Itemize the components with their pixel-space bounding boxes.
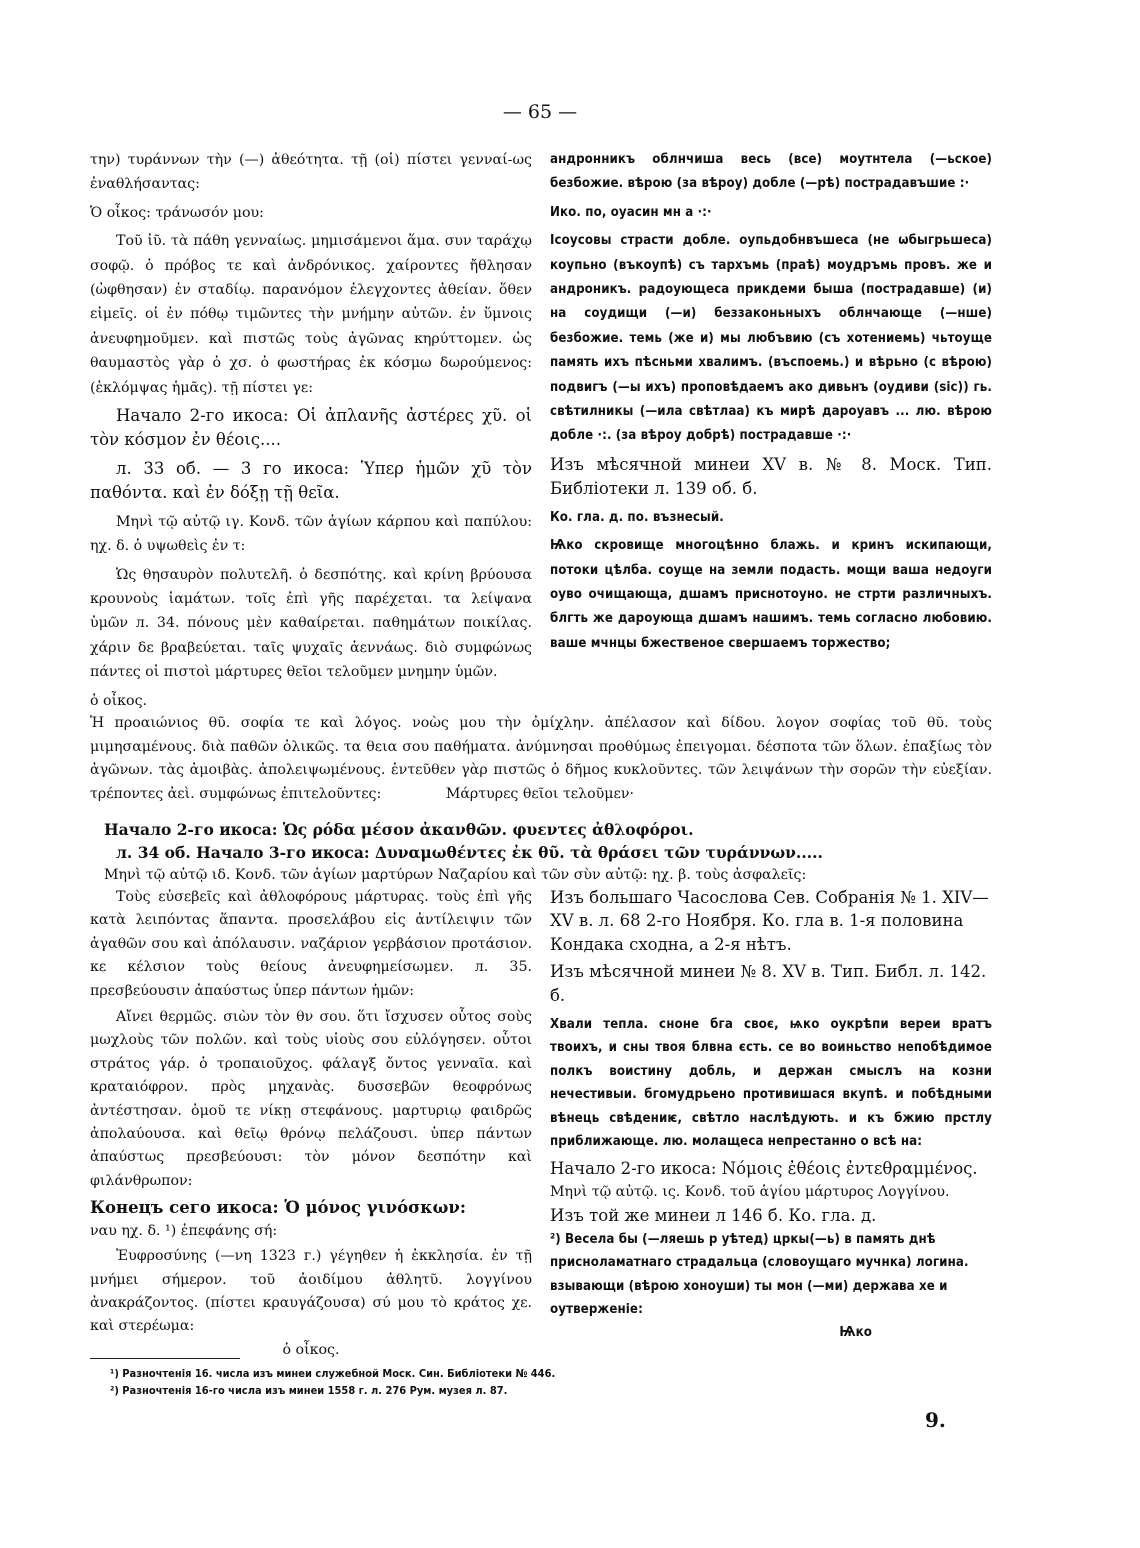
left-column-lower	[90, 886, 532, 1362]
right-ikos-heading: Ико. по, оуасин мн а ·:·	[550, 204, 712, 220]
lower-right-slavonic-2: ²) Весела бы (—ляешь р уѣтед) цркы(—ь) в память днѣ присноламатнаго страдальца (словоущаго мучнка) логина. взывающи (вѣрою хоноуши) ты мон (—ми) держава хе и оутверженіе:	[550, 1231, 969, 1317]
lower-right-end: Ѩко	[839, 1325, 872, 1341]
mid-line-3: Μηνὶ τῷ αὐτῷ ιδ. Κονδ. τῶν ἁγίων μαρτύρων Ναζαρίου καὶ τῶν σὺν αὐτῷ: ηχ. β. τοὺς ἀσφαλεῖς:	[104, 867, 807, 883]
right-paragraph-3: Ѩко скровище многоцѣнно блажь. и кринъ искипающи, потоки цѣлба. соуще на земли подасть. мощи ваша недоуги оуво очищающа, дшамъ приснотоуно. не стрти различныхъ. блгть же дароующа дшамъ нашимъ. темь согласно любовию. ваше мчнцы бжественое свершаемъ торжество;	[550, 538, 992, 651]
lower-right-source-2: Изъ мѣсячной минеи № 8. XV в. Тип. Библ. л. 142. б.	[550, 962, 987, 1005]
wide-text-end: Μάρτυρες θεῖοι τελοῦμεν·	[445, 785, 635, 802]
right-paragraph-1: андронникъ облнчиша весь (все) моутнтела (—ьское) безбожие. вѣрою (за вѣроу) добле (—рѣ) пострадавъшие :·	[550, 152, 992, 192]
mid-lines	[104, 818, 992, 887]
footnote-rule	[90, 1358, 240, 1359]
footnotes	[110, 1365, 810, 1399]
mid-line-1: Начало 2-го икоса: Ὡς ρόδα μέσον ἀκανθῶν. φυεντες ἀθλοφόροι.	[104, 820, 694, 839]
wide-paragraph	[90, 712, 992, 806]
mid-line-2: л. 34 об. Начало 3-го икоса: Δυναμωθέντες ἐκ θῦ. τὰ θράσει τῶν τυράννων.....	[116, 843, 823, 862]
right-column	[550, 148, 992, 660]
footnote-2: ²) Разночтенія 16-го числа изъ минеи 1558 г. л. 276 Рум. музея л. 87.	[110, 1384, 508, 1397]
right-paragraph-2: Ісоусовы страсти добле. оупьдобнвъшеса (не ѡбыгрьшеса) коупьно (въкоупѣ) съ тархъмь (праѣ) моудръмь провъ. же и андроникъ. радоующеса прикдеми быша (пострадавше) (и) на соудищи (—и) беззаконьныхъ облнчающе (—нше) безбожие. темь (же и) мы любъвию (съ хотениемь) чьтоуще память ихъ пѣсньми хвалимъ. (въспоемь.) и вѣрьно (с вѣрою) подвигъ (—ы ихъ) проповѣдаемъ ако дивьнъ (оудиви (sic)) гь. свѣтилникы (—ила свѣтлаа) къ мирѣ дароуавъ ... лю. вѣрою добле ·:. (за вѣроу добрѣ) пострадавше ·:·	[550, 233, 992, 444]
left-oikos-heading: Ὁ οἶκος: τράνωσόν μου:	[90, 204, 264, 221]
wide-text: Ἡ προαιώνιος θῦ. σοφία τε καὶ λόγος. νοὼς μου τὴν ὀμίχλην. ἀπέλασον καὶ δίδου. λογον σοφίας τοῦ θῦ. τοὺς μιμησαμένους. διὰ παθῶν ὁλικῶς. τα θεια σου παθήματα. ἀνύμνησαι προθύμως ἐπειγομαι. δέσποτα τῶν ὅλων. ἐπαξίως τὸν ἀγῶνων. τὰς ἀμοιβὰς. ἀπολειψωμένους. ἐντεῦθεν γὰρ πιστῶς ὁ δῆμος κυκλοῦντες. τῶν λειψάνων τὴν σορῶν τὴν εὐεξίαν. τρέποντες ἀεὶ. συμφώνως ἐπιτελοῦντες:	[90, 715, 992, 802]
right-kondak-heading: Ко. гла. д. по. възнесый.	[550, 509, 724, 525]
lower-left-echos: ναυ ηχ. δ. ¹) ἐπεφάνης σή:	[90, 1222, 278, 1239]
page-number: — 65 —	[502, 101, 578, 123]
left-paragraph-1: την) τυράννων τὴν (—) ἀθεότητα. τῇ (οἱ) πίστει γενναί-ως ἐναθλήσαντας:	[90, 152, 532, 193]
footnote-1: ¹) Разночтенія 16. числа изъ минеи служебной Моск. Син. Библіотеки № 446.	[110, 1367, 556, 1380]
left-paragraph-2: Τοῦ ἰῦ. τὰ πάθη γενναίως. μημισάμενοι ἅμα. συν ταράχῳ σοφῷ. ὁ πρόβος τε καὶ ἀνδρόνικος. χαίροντες ἤθλησαν (ὠφθησαν) ἐν σταδίῳ. παρανόμον ἐλεγχοντες ἀθείαν. ὅθεν εἰμεῖς. οἱ ἐν πόθῳ τιμῶντες τὴν μνήμην αὐτῶν. ἐν ὕμνοις ἀνευφημοῦμεν. καὶ πιστῶς τοὺς ἀγῶνας κηρύττομεν. ὡς θαυμαστὸς γὰρ ὁ χσ. ὁ φωστήρας ἐκ κόσμω δωρούμενος: (ἐκλόμψας ἡμᾶς). τῇ πίστει γε:	[90, 233, 532, 396]
lower-left-paragraph-3: Ἐυφροσύνης (—νη 1323 г.) γέγηθεν ἡ ἐκκλησία. ἐν τῇ μνήμει σήμερον. τοῦ ἀοιδίμου ἀθλητῦ. λογγίνου ἀνακράζοντος. (πίστει κραυγάζουσα) σύ μου τὸ κράτος χε. καὶ στερέωμα:	[90, 1248, 532, 1335]
left-ikos-3: л. 33 об. — 3 го икоса: Ὑπερ ἡμῶν χῦ τὸν παθόντα. καὶ ἐν δόξῃ τῇ θεῖα.	[90, 458, 532, 503]
left-ikos-2: Начало 2-го икоса: Οἱ ἀπλανῆς ἀστέρες χῦ. οἱ τὸν κόσμον ἐν θέοις....	[90, 406, 532, 450]
lower-right-source-1: Изъ большаго Часослова Сев. Собранія № 1. XIV—XV в. л. 68 2-го Ноября. Ко. гла в. 1-я половина Кондака сходна, а 2-я нѣтъ.	[550, 888, 989, 954]
lower-right-kondak: Μηνὶ τῷ αὐτῷ. ις. Κονδ. τοῦ ἁγίου μάρτυρος Λογγίνου.	[550, 1183, 950, 1200]
left-paragraph-3: Ὡς θησαυρὸν πολυτελῆ. ὁ δεσπότης. καὶ κρίνη βρύουσα κρουνοὺς ἰαμάτων. τοῖς ἐπὶ γῆς παρέχεται. τα λείψανα ὑμῶν л. 34. πόνους μὲν καθαίρεται. παθημάτων ποικίλας. χάριν δε βραβεύεται. ταῖς ψυχαῖς ἀεννάως. διὸ συμφώνως πάντες οἱ πιστοὶ μάρτυρες θεῖοι τελοῦμεν μνημην ὑμῶν.	[90, 566, 532, 681]
right-source-1: Изъ мѣсячной минеи XV в. № 8. Моск. Тип. Библіотеки л. 139 об. б.	[550, 454, 992, 499]
lower-left-oikos: ὁ οἶκος.	[282, 1341, 340, 1358]
lower-left-paragraph-2: Αἴνει θερμῶς. σιὼν τὸν θν σου. ὅτι ἴσχυσεν οὗτος σοὺς μωχλοὺς τῶν πολῶν. καὶ τοὺς υἱοὺς σου εὐλόγησεν. οὗτοι στράτος γάρ. ὁ τροπαιοῦχος. φάλαγξ ὄντος γενναῖα. καὶ κραταιόφρον. πρὸς μηχανὰς. δυσσεβῶν θεοφρόνως ἀντέστησαν. ὁμοῦ τε νίκῃ στεφάνους. μαρτυριῳ φαιδρῶς ἀπολαύουσα. καὶ θεῖῳ θρόνῳ πελάζουσι. ὑπερ πάντων ἀπαύστως πρεσβεύουσι: τὸν μόνον δεσπότην καὶ φιλάνθρωπον:	[90, 1009, 532, 1189]
left-oikos-end: ὁ οἶκος.	[90, 692, 148, 709]
lower-right-ikos-2: Начало 2-го икоса: Νόμοις ἐθέοις ἐντεθραμμένος.	[550, 1159, 978, 1179]
lower-left-ikos-end: Конецъ сего икоса: Ὁ μόνος γινόσκων:	[90, 1198, 466, 1218]
left-column	[90, 148, 532, 717]
left-kondak-heading: Μηνὶ τῷ αὐτῷ ιγ. Κονδ. τῶν ἁγίων κάρπου καὶ παπύλου: ηχ. δ. ὁ υψωθεὶς ἐν τ:	[90, 513, 532, 555]
lower-right-source-3: Изъ той же минеи л 146 б. Ко. гла. д.	[550, 1206, 877, 1226]
right-column-lower	[550, 886, 992, 1345]
lower-right-slavonic-1: Хвали тепла. сноне бга своє, ѩко оукрѣпи вереи вратъ твоихъ, и сны твоя блвна єсть. се во воиньство непобѣдимое полкъ воистину добль, и держан смыслъ на козни нечестивыи. бгомудрьено противишася вкупѣ. и побѣдными вѣнець свѣдениѥ, свѣтло наслѣдують. и къ бжию прстлу приближающе. лю. молащеса непрестанно о всѣ на:	[550, 1017, 992, 1150]
lower-left-paragraph-1: Τοὺς εὐσεβεῖς καὶ ἀθλοφόρους μάρτυρας. τοὺς ἐπὶ γῆς κατὰ λειπόντας ἅπαντα. προσελάβου εἰς ἀντίλειψιν τῶν ἀγαθῶν σου καὶ ἀπόλαυσιν. ναζάριον γερβάσιον προτάσιον. κε κέλσιον τοὺς θείους ἀνευφημείσωμεν. л. 35. πρεσβεύουσιν ἀπαύστως ὑπερ πάντων ἡμῶν:	[90, 889, 532, 999]
signature-mark: 9.	[925, 1408, 946, 1432]
